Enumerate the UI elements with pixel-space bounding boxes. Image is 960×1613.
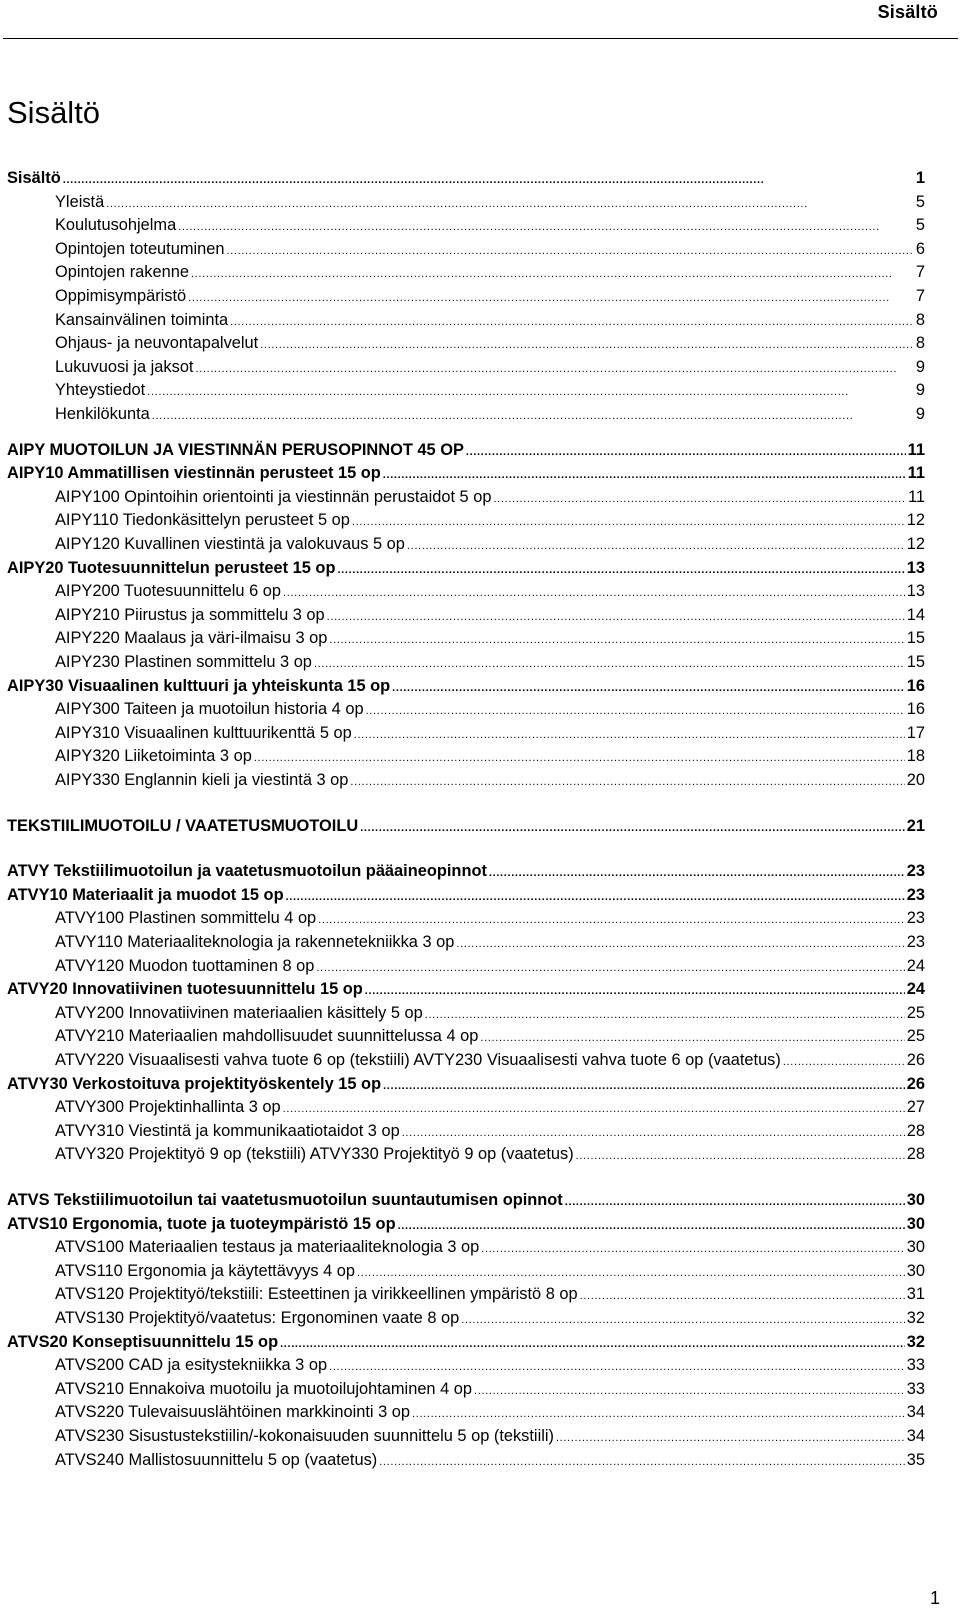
toc-entry[interactable] xyxy=(55,260,925,284)
toc-entry[interactable] xyxy=(7,461,925,485)
toc-entry-title: ATVS130 Projektityö/vaatetus: Ergonominen vaate 8 op xyxy=(55,1309,460,1327)
toc-leader-dots xyxy=(480,1024,904,1050)
toc-leader-dots xyxy=(188,284,914,310)
toc-entry-title: ATVY120 Muodon tuottaminen 8 op xyxy=(55,956,315,975)
toc-entry-title: ATVS220 Tulevaisuuslähtöinen markkinointi 3 op xyxy=(55,1403,411,1422)
toc-leader-dots xyxy=(254,744,905,770)
toc-entry[interactable] xyxy=(55,603,925,627)
toc-leader-dots xyxy=(352,508,905,534)
toc-entry-title: ATVS110 Ergonomia ja käytettävyys 4 op xyxy=(55,1261,356,1280)
toc-entry-page: 16 xyxy=(906,700,925,719)
toc-entry-page: 25 xyxy=(906,1003,925,1022)
toc-leader-dots xyxy=(318,906,905,932)
toc-entry[interactable] xyxy=(55,1448,925,1472)
toc-entry[interactable] xyxy=(7,859,925,883)
toc-entry-title: ATVY20 Innovatiivinen tuotesuunnittelu 15 op xyxy=(7,980,363,999)
toc-entry-page: 13 xyxy=(906,582,925,601)
toc-entry-title: ATVS240 Mallistosuunnittelu 5 op (vaatetus) xyxy=(55,1450,378,1469)
toc-leader-dots xyxy=(412,1400,905,1426)
toc-leader-dots xyxy=(147,378,914,404)
toc-entry[interactable] xyxy=(55,1235,925,1259)
toc-entry-page: 17 xyxy=(906,723,925,742)
toc-leader-dots xyxy=(366,697,905,723)
toc-leader-dots xyxy=(152,402,914,428)
toc-entry-page: 8 xyxy=(915,310,925,329)
toc-entry-title: Sisältö xyxy=(7,169,61,187)
toc-entry[interactable] xyxy=(7,1212,925,1236)
toc-entry-title: AIPY210 Piirustus ja sommittelu 3 op xyxy=(55,605,325,624)
toc-entry[interactable] xyxy=(55,308,925,332)
toc-entry[interactable] xyxy=(55,906,925,930)
toc-entry-title: Yhteystiedot xyxy=(55,381,146,400)
toc-entry-page: 28 xyxy=(906,1145,925,1164)
toc-leader-dots xyxy=(63,166,914,192)
toc-entry[interactable] xyxy=(55,284,925,308)
toc-entry[interactable] xyxy=(55,697,925,721)
toc-entry-page: 15 xyxy=(906,653,925,671)
toc-leader-dots xyxy=(227,237,914,263)
toc-leader-dots xyxy=(360,814,905,840)
toc-entry-title: AIPY310 Visuaalinen kulttuurikenttä 5 op xyxy=(55,723,352,742)
toc-entry-title: AIPY110 Tiedonkäsittelyn perusteet 5 op xyxy=(55,511,350,530)
toc-leader-dots xyxy=(178,213,914,239)
toc-entry[interactable] xyxy=(55,1119,925,1143)
toc-entry-title: Henkilökunta xyxy=(55,405,150,423)
toc-entry-title: Kansainvälinen toiminta xyxy=(55,310,229,329)
toc-leader-dots xyxy=(354,721,905,747)
toc-entry-title: AIPY30 Visuaalinen kulttuuri ja yhteiskunta 15 op xyxy=(7,676,391,695)
toc-entry[interactable] xyxy=(55,930,925,954)
toc-entry-title: ATVY210 Materiaalien mahdollisuudet suunnittelussa 4 op xyxy=(55,1027,479,1046)
toc-leader-dots xyxy=(466,438,906,464)
toc-entry-page: 20 xyxy=(906,771,925,789)
toc-leader-dots xyxy=(329,626,904,652)
toc-entry[interactable] xyxy=(55,237,925,261)
toc-entry[interactable] xyxy=(55,1353,925,1377)
toc-entry-page: 9 xyxy=(915,381,925,400)
header-divider xyxy=(3,38,958,39)
toc-entry-page: 1 xyxy=(915,169,925,187)
toc-entry-title: AIPY10 Ammatillisen viestinnän perusteet 15 op xyxy=(7,464,381,483)
toc-entry-title: TEKSTIILIMUOTOILU / VAATETUSMUOTOILU xyxy=(7,816,359,835)
toc-leader-dots xyxy=(365,977,905,1003)
toc-entry-page: 23 xyxy=(906,909,925,928)
toc-entry-page: 32 xyxy=(906,1332,925,1351)
toc-leader-dots xyxy=(398,1212,905,1238)
toc-entry-title: Opintojen rakenne xyxy=(55,263,189,282)
toc-leader-dots xyxy=(576,1142,905,1168)
toc-entry-page: 8 xyxy=(915,334,925,353)
toc-entry-page: 32 xyxy=(906,1309,925,1327)
toc-entry[interactable] xyxy=(7,438,925,462)
toc-entry[interactable] xyxy=(55,508,925,532)
toc-entry-title: Opintojen toteutuminen xyxy=(55,239,225,258)
toc-entry-title: AIPY330 Englannin kieli ja viestintä 3 op xyxy=(55,771,349,789)
toc-leader-dots xyxy=(327,603,905,629)
toc-entry-page: 35 xyxy=(906,1450,925,1469)
toc-entry-page: 7 xyxy=(915,263,925,282)
toc-leader-dots xyxy=(461,1306,905,1332)
toc-entry-page: 9 xyxy=(915,405,925,423)
toc-entry[interactable] xyxy=(55,1377,925,1401)
toc-entry-page: 6 xyxy=(915,239,925,258)
toc-entry-title: Yleistä xyxy=(55,192,105,211)
toc-entry-title: AIPY120 Kuvallinen viestintä ja valokuvaus 5 op xyxy=(55,535,405,553)
toc-entry[interactable] xyxy=(55,355,925,379)
toc-entry-page: 12 xyxy=(906,511,925,530)
toc-entry[interactable] xyxy=(55,378,925,402)
toc-entry-page: 30 xyxy=(906,1191,925,1209)
toc-entry-title: AIPY100 Opintoihin orientointi ja viestinnän perustaidot 5 op xyxy=(55,487,492,506)
toc-leader-dots xyxy=(556,1424,905,1450)
toc-leader-dots xyxy=(407,532,905,558)
toc-entry[interactable] xyxy=(55,1001,925,1025)
toc-entry-page: 28 xyxy=(906,1121,925,1140)
toc-entry-title: ATVY300 Projektinhallinta 3 op xyxy=(55,1098,281,1117)
toc-entry-page: 34 xyxy=(906,1427,925,1445)
toc-leader-dots xyxy=(337,556,904,582)
toc-entry-page: 11 xyxy=(907,487,925,506)
toc-entry-page: 23 xyxy=(906,862,925,881)
toc-entry[interactable] xyxy=(7,166,925,190)
toc-entry-page: 30 xyxy=(906,1214,925,1233)
toc-entry[interactable] xyxy=(55,721,925,745)
toc-entry-page: 13 xyxy=(906,558,925,577)
toc-leader-dots xyxy=(283,1095,905,1121)
toc-entry[interactable] xyxy=(55,1259,925,1283)
toc-entry[interactable] xyxy=(55,1095,925,1119)
toc-entry[interactable] xyxy=(55,402,925,426)
toc-entry[interactable] xyxy=(55,331,925,355)
toc-leader-dots xyxy=(474,1377,905,1403)
toc-entry-page: 9 xyxy=(915,357,925,376)
toc-entry-title: Ohjaus- ja neuvontapalvelut xyxy=(55,334,259,353)
toc-entry[interactable] xyxy=(55,532,925,556)
toc-entry-page: 24 xyxy=(906,956,925,975)
toc-entry-title: AIPY20 Tuotesuunnittelun perusteet 15 op xyxy=(7,558,336,577)
toc-leader-dots xyxy=(196,355,914,381)
toc-entry[interactable] xyxy=(55,1024,925,1048)
toc-entry-page: 5 xyxy=(915,216,925,235)
toc-entry-title: ATVY30 Verkostoituva projektityöskentely 15 op xyxy=(7,1074,382,1093)
toc-leader-dots xyxy=(314,650,905,676)
toc-entry-page: 11 xyxy=(907,440,925,459)
toc-entry-page: 26 xyxy=(906,1074,925,1093)
toc-entry[interactable] xyxy=(55,485,925,509)
toc-entry-title: ATVS120 Projektityö/tekstiili: Esteettinen ja virikkeellinen ympäristö 8 op xyxy=(55,1285,578,1304)
toc-entry-title: AIPY200 Tuotesuunnittelu 6 op xyxy=(55,582,281,601)
toc-entry[interactable] xyxy=(55,1282,925,1306)
toc-entry-title: ATVS20 Konseptisuunnittelu 15 op xyxy=(7,1332,279,1351)
toc-entry[interactable] xyxy=(7,814,925,838)
toc-entry-title: ATVS10 Ergonomia, tuote ja tuoteympäristö 15 op xyxy=(7,1214,396,1233)
toc-leader-dots xyxy=(316,954,904,980)
toc-entry-page: 24 xyxy=(906,980,925,999)
toc-entry[interactable] xyxy=(7,1188,925,1212)
toc-leader-dots xyxy=(565,1188,905,1214)
toc-entry[interactable] xyxy=(7,883,925,907)
toc-entry-title: ATVY220 Visuaalisesti vahva tuote 6 op (tekstiili) AVTY230 Visuaalisesti vahva tuote 6 op (vaatetus) xyxy=(55,1051,781,1069)
toc-entry-title: ATVY Tekstiilimuotoilun ja vaatetusmuotoilun pääaineopinnot xyxy=(7,862,487,881)
toc-leader-dots xyxy=(481,1235,904,1261)
toc-entry-title: Oppimisympäristö xyxy=(55,287,187,305)
toc-entry[interactable] xyxy=(55,650,925,674)
toc-entry-page: 33 xyxy=(906,1379,925,1398)
toc-entry-title: AIPY300 Taiteen ja muotoilun historia 4 op xyxy=(55,700,364,719)
toc-entry-title: ATVY200 Innovatiivinen materiaalien käsittely 5 op xyxy=(55,1003,423,1022)
toc-entry[interactable] xyxy=(55,954,925,978)
toc-entry-page: 14 xyxy=(906,605,925,624)
toc-entry-title: ATVY10 Materiaalit ja muodot 15 op xyxy=(7,885,284,904)
toc-leader-dots xyxy=(580,1282,905,1308)
toc-entry-page: 33 xyxy=(906,1356,925,1375)
toc-entry-page: 30 xyxy=(906,1261,925,1280)
toc-entry-page: 7 xyxy=(915,287,925,305)
toc-leader-dots xyxy=(402,1119,905,1145)
toc-entry-title: ATVY310 Viestintä ja kommunikaatiotaidot 3 op xyxy=(55,1121,400,1140)
toc-leader-dots xyxy=(392,674,905,700)
toc-entry[interactable] xyxy=(55,626,925,650)
toc-entry[interactable] xyxy=(7,674,925,698)
toc-entry-title: AIPY320 Liiketoiminta 3 op xyxy=(55,747,252,766)
toc-entry-title: ATVS230 Sisustustekstiilin/-kokonaisuuden suunnittelu 5 op (tekstiili) xyxy=(55,1427,554,1445)
toc-entry-title: ATVS Tekstiilimuotoilun tai vaatetusmuotoilun suuntautumisen opinnot xyxy=(7,1191,563,1209)
toc-entry-page: 23 xyxy=(906,885,925,904)
toc-entry-title: ATVY320 Projektityö 9 op (tekstiili) ATVY330 Projektityö 9 op (vaatetus) xyxy=(55,1145,574,1164)
toc-entry[interactable] xyxy=(55,1400,925,1424)
toc-entry[interactable] xyxy=(7,977,925,1001)
toc-leader-dots xyxy=(350,768,904,794)
toc-entry-title: AIPY230 Plastinen sommittelu 3 op xyxy=(55,653,312,671)
toc-entry[interactable] xyxy=(55,1424,925,1448)
toc-entry-title: AIPY MUOTOILUN JA VIESTINNÄN PERUSOPINNOT 45 OP xyxy=(7,440,464,459)
toc-entry[interactable] xyxy=(55,1142,925,1166)
toc-leader-dots xyxy=(286,883,905,909)
toc-entry-page: 5 xyxy=(915,192,925,211)
toc-leader-dots xyxy=(230,308,914,334)
page-number: 1 xyxy=(929,1588,940,1608)
toc-leader-dots xyxy=(489,859,905,885)
toc-leader-dots xyxy=(425,1001,905,1027)
toc-entry-page: 15 xyxy=(906,629,925,648)
toc-entry-page: 25 xyxy=(906,1027,925,1046)
toc-leader-dots xyxy=(383,1072,905,1098)
toc-leader-dots xyxy=(329,1353,905,1379)
toc-entry[interactable] xyxy=(55,1048,925,1072)
toc-entry-page: 31 xyxy=(906,1285,925,1304)
toc-leader-dots xyxy=(456,930,904,956)
toc-leader-dots xyxy=(280,1330,905,1356)
toc-entry-page: 12 xyxy=(906,535,925,553)
toc-entry[interactable] xyxy=(7,1330,925,1354)
toc-entry-page: 26 xyxy=(906,1051,925,1069)
toc-entry-title: ATVY100 Plastinen sommittelu 4 op xyxy=(55,909,317,928)
running-header: Sisältö xyxy=(877,2,938,22)
toc-entry[interactable] xyxy=(55,213,925,237)
toc-entry[interactable] xyxy=(7,556,925,580)
page-title: Sisältö xyxy=(7,95,101,130)
toc-entry[interactable] xyxy=(55,579,925,603)
toc-entry-title: Lukuvuosi ja jaksot xyxy=(55,357,194,376)
toc-entry-title: ATVS200 CAD ja esitystekniikka 3 op xyxy=(55,1356,328,1375)
toc-entry-page: 34 xyxy=(906,1403,925,1422)
toc-entry-title: ATVS210 Ennakoiva muotoilu ja muotoilujohtaminen 4 op xyxy=(55,1379,473,1398)
toc-leader-dots xyxy=(379,1448,905,1474)
toc-entry[interactable] xyxy=(55,190,925,214)
toc-entry-page: 11 xyxy=(907,464,925,483)
toc-entry[interactable] xyxy=(55,1306,925,1330)
toc-entry-page: 16 xyxy=(906,676,925,695)
toc-leader-dots xyxy=(493,485,906,511)
toc-entry-title: Koulutusohjelma xyxy=(55,216,177,235)
toc-entry[interactable] xyxy=(55,768,925,792)
toc-leader-dots xyxy=(260,331,914,357)
toc-entry[interactable] xyxy=(55,744,925,768)
toc-leader-dots xyxy=(191,260,914,286)
toc-entry-page: 21 xyxy=(906,816,925,835)
toc-entry-page: 23 xyxy=(906,933,925,951)
toc-leader-dots xyxy=(357,1259,905,1285)
toc-leader-dots xyxy=(283,579,905,605)
toc-entry-title: AIPY220 Maalaus ja väri-ilmaisu 3 op xyxy=(55,629,328,648)
toc-leader-dots xyxy=(783,1048,905,1074)
toc-leader-dots xyxy=(383,461,906,487)
toc-entry-page: 18 xyxy=(906,747,925,766)
toc-entry-page: 27 xyxy=(906,1098,925,1117)
toc-entry-page: 30 xyxy=(906,1238,925,1257)
toc-entry-title: ATVS100 Materiaalien testaus ja materiaaliteknologia 3 op xyxy=(55,1238,480,1257)
toc-entry[interactable] xyxy=(7,1072,925,1096)
toc-entry-title: ATVY110 Materiaaliteknologia ja rakennetekniikka 3 op xyxy=(55,933,455,951)
toc-leader-dots xyxy=(106,190,914,216)
